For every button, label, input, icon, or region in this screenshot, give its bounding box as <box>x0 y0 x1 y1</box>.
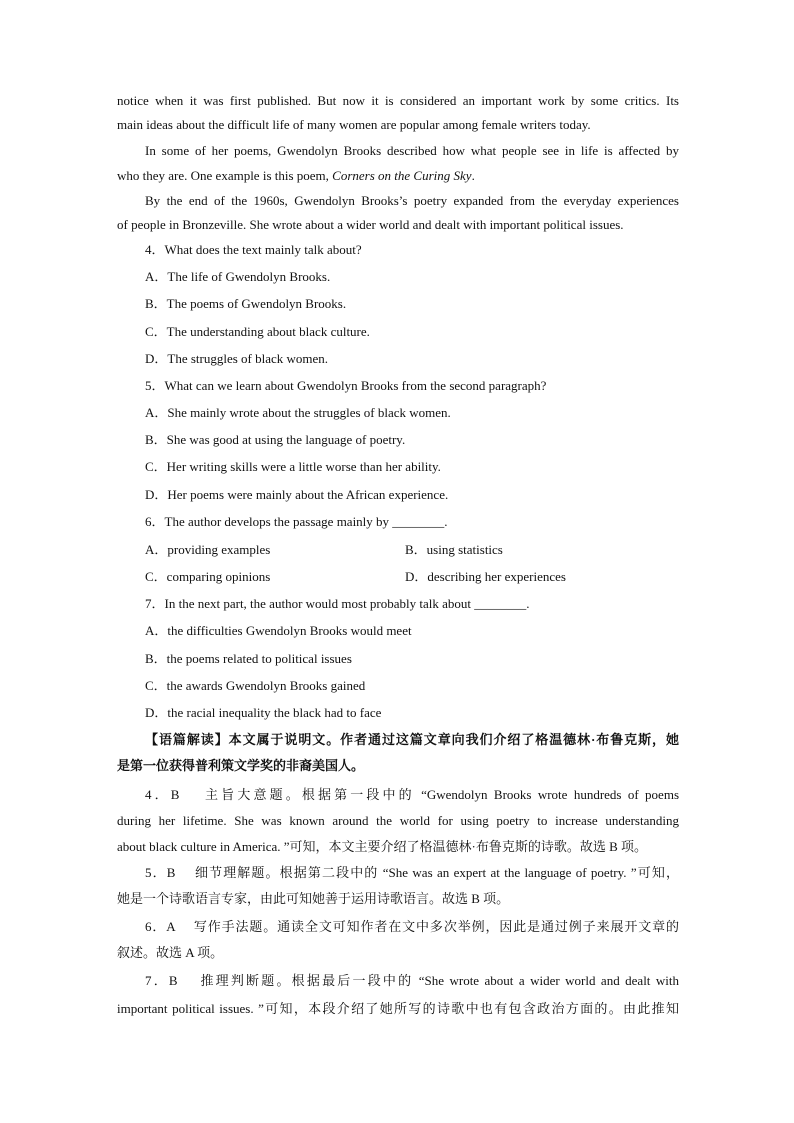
question-4-stem: 4．What does the text mainly talk about? <box>145 242 362 257</box>
question-7-option-b: B．the poems related to political issues <box>145 651 352 666</box>
passage-p1-line1: notice when it was first published. But now it is considered an important work by some critics. Its <box>117 93 679 108</box>
answer-6-line1: 6．A 写作手法题。通读全文可知作者在文中多次举例，因此是通过例子来展开文章的 <box>145 919 679 934</box>
poem-title: Corners on the Curing Sky <box>332 168 472 183</box>
answer-5-line1: 5．B 细节理解题。根据第二段中的 “She was an expert at the language of poetry. ”可知， <box>145 865 679 880</box>
question-6-option-d: D．describing her experiences <box>405 569 566 584</box>
question-5-option-d: D．Her poems were mainly about the African experience. <box>145 487 449 502</box>
question-5-stem: 5．What can we learn about Gwendolyn Brooks from the second paragraph? <box>145 378 547 393</box>
analysis-intro-line1: 【语篇解读】本文属于说明文。作者通过这篇文章向我们介绍了格温德林·布鲁克斯，她 <box>145 732 679 747</box>
question-7-option-c: C．the awards Gwendolyn Brooks gained <box>145 678 366 693</box>
question-5-option-b: B．She was good at using the language of poetry. <box>145 432 406 447</box>
answer-6-line2: 叙述。故选 A 项。 <box>117 945 224 960</box>
answer-7-line2: important political issues. ”可知，本段介绍了她所写的诗歌中也有包含政治方面的。由此推知 <box>117 1001 679 1016</box>
question-5-option-c: C．Her writing skills were a little worse than her ability. <box>145 459 441 474</box>
passage-p1-line2: main ideas about the difficult life of many women are popular among female writers today. <box>117 117 591 132</box>
question-4-option-b: B．The poems of Gwendolyn Brooks. <box>145 296 347 311</box>
passage-p2-line2 <box>117 167 679 185</box>
passage-p3-line2: of people in Bronzeville. She wrote about a wider world and dealt with important political issues. <box>117 217 624 232</box>
answer-5-line2: 她是一个诗歌语言专家，由此可知她善于运用诗歌语言。故选 B 项。 <box>117 891 510 906</box>
question-4-option-c: C．The understanding about black culture. <box>145 324 370 339</box>
question-5-option-a: A．She mainly wrote about the struggles of black women. <box>145 405 451 420</box>
question-6-stem: 6．The author develops the passage mainly by ________. <box>145 514 448 529</box>
passage-p2-end: . <box>471 168 475 183</box>
question-6-option-c: C．comparing opinions <box>145 569 271 584</box>
answer-4-line2: during her lifetime. She was known around the world for using poetry to increase understanding <box>117 813 679 828</box>
answer-4-line3: about black culture in America. ”可知，本文主要介绍了格温德林·布鲁克斯的诗歌。故选 B 项。 <box>117 839 648 854</box>
answer-4-line1: 4．B 主旨大意题。根据第一段中的 “Gwendolyn Brooks wrote hundreds of poems <box>145 787 679 802</box>
question-6-option-a: A．providing examples <box>145 542 271 557</box>
question-6-row1 <box>117 541 679 559</box>
question-7-stem: 7．In the next part, the author would most probably talk about ________. <box>145 596 530 611</box>
question-6-option-b: B．using statistics <box>405 542 503 557</box>
question-4-option-a: A．The life of Gwendolyn Brooks. <box>145 269 331 284</box>
question-6-row2 <box>117 568 679 586</box>
passage-p3-line1: By the end of the 1960s, Gwendolyn Brooks’s poetry expanded from the everyday experiences <box>145 193 679 208</box>
passage-p2-text: who they are. One example is this poem, <box>117 168 333 183</box>
question-7-option-a: A．the difficulties Gwendolyn Brooks would meet <box>145 623 412 638</box>
question-4-option-d: D．The struggles of black women. <box>145 351 329 366</box>
answer-7-line1: 7．B 推理判断题。根据最后一段中的 “She wrote about a wider world and dealt with <box>145 973 679 988</box>
question-7-option-d: D．the racial inequality the black had to face <box>145 705 382 720</box>
passage-p2-line1: In some of her poems, Gwendolyn Brooks described how what people see in life is affected by <box>145 143 679 158</box>
analysis-intro-line2: 是第一位获得普利策文学奖的非裔美国人。 <box>117 758 365 773</box>
